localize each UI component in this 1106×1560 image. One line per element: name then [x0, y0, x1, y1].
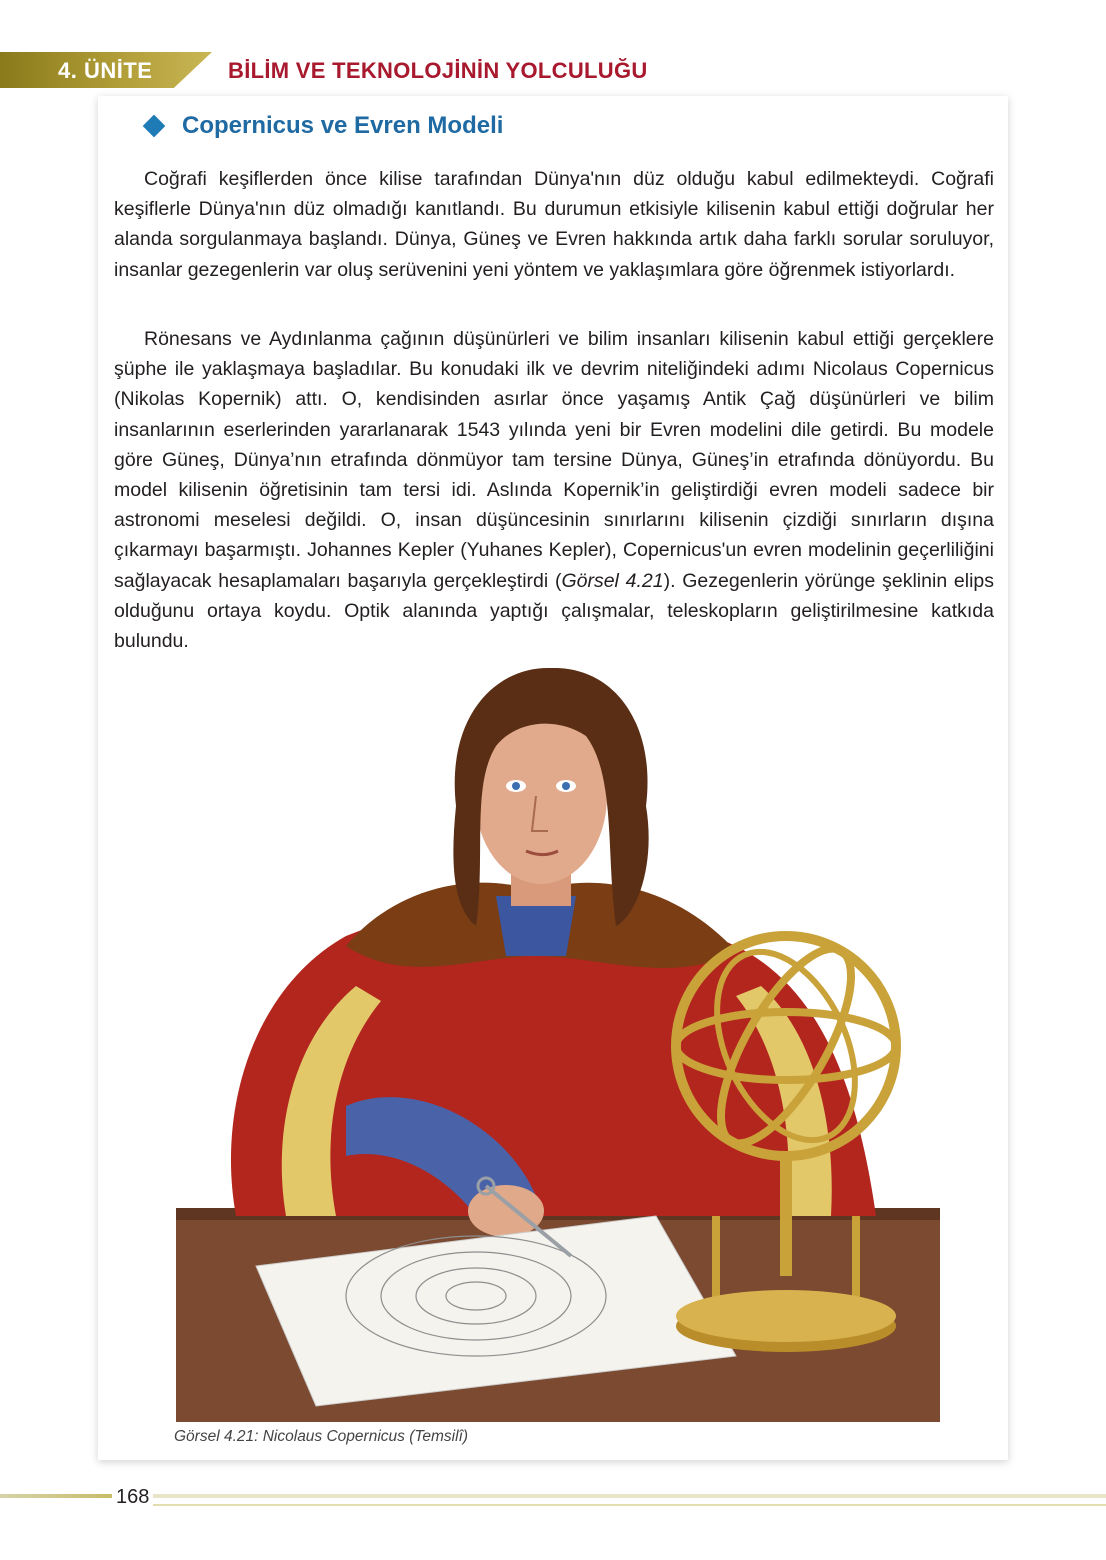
paragraph-2-part-b: ). Gezegenlerin yörünge şeklinin elips olduğunu ortaya koydu. Optik alanında yaptığı çalışmalar, teleskopların geliştirilmesine katkıda bulundu.: [114, 569, 994, 653]
figure-reference: Görsel 4.21: [561, 569, 664, 592]
section-heading: [146, 110, 503, 142]
unit-title: BİLİM VE TEKNOLOJİNİN YOLCULUĞU: [228, 58, 648, 83]
figure-caption: Görsel 4.21: Nicolaus Copernicus (Temsilî): [174, 1428, 469, 1445]
unit-label: 4. ÜNİTE: [58, 58, 153, 83]
section-title: Copernicus ve Evren Modeli: [182, 112, 504, 139]
footer-rule-secondary: [150, 1504, 1106, 1506]
paragraph-2: [114, 324, 994, 656]
diamond-bullet-icon: [143, 115, 166, 138]
footer-rule: [0, 1494, 1106, 1498]
paragraph-1: Coğrafi keşiflerden önce kilise tarafından Dünya'nın düz olduğu kabul edilmekteydi. Coğrafi keşiflerle Dünya'nın düz olmadığı kanıtlandı. Bu durumun etkisiyle kilisenin kabul ettiği doğrular her alanda sorgulanmaya başlandı. Dünya, Güneş ve Evren hakkında artık daha farklı sorular soruluyor, insanlar gezegenlerin var oluş serüvenini yeni yöntem ve yaklaşımlara göre öğrenmek istiyorlardı.: [114, 168, 994, 281]
page-number: 168: [112, 1486, 153, 1509]
copernicus-illustration: [176, 656, 940, 1422]
paragraph-2-part-a: Rönesans ve Aydınlanma çağının düşünürleri ve bilim insanları kilisenin kabul ettiği gerçeklere şüphe ile yaklaşmaya başladılar. Bu konudaki ilk ve devrim niteliğindeki adımı Nicolaus Copernicus (Nikolas Kopernik) attı. O, kendisinden asırlar önce yaşamış Antik Çağ düşünürleri ve bilim insanlarının eserlerinden yararlanarak 1543 yılında yeni bir Evren modelini dile getirdi. Bu modele göre Güneş, Dünya’nın etrafında dönmüyor tam tersine Dünya, Güneş’in etrafında dönüyordu. Bu model kilisenin öğretisinin tam tersi idi. Aslında Kopernik’in geliştirdiği evren modeli sadece bir astronomi meselesi değildi. O, insan düşüncesinin sınırlarını kilisenin çizdiği sınırların dışına çıkarmayı başarmıştı. Johannes Kepler (Yuhanes Kepler), Copernicus'un evren modelinin geçerliliğini sağlayacak hesaplamaları başarıyla gerçekleştirdi (: [114, 328, 994, 592]
